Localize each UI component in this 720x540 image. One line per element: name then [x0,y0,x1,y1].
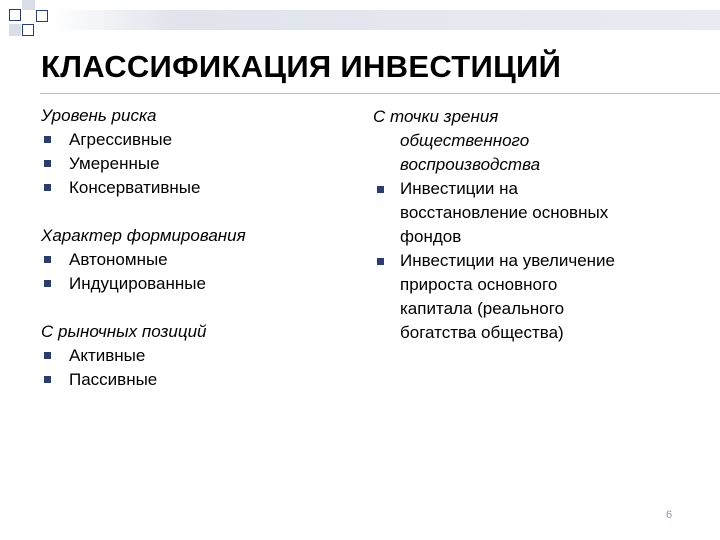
decor-square-bottom-mid [22,24,34,36]
decor-square-bottom-left [9,24,21,36]
square-bullet-icon [44,256,51,263]
page-number: 6 [666,509,673,521]
square-bullet-icon [44,280,51,287]
decor-square-top-right [36,10,48,22]
left-column [41,104,351,416]
square-bullet-icon [377,258,384,265]
group-heading: Характер формирования [41,226,246,245]
square-bullet-icon [44,160,51,167]
list-item: Индуцированные [41,272,351,296]
header-gradient-bar [52,10,720,30]
group-heading: С рыночных позиций [41,322,207,341]
group-formation-type [41,224,351,296]
square-bullet-icon [44,184,51,191]
slide-title: КЛАССИФИКАЦИЯ ИНВЕСТИЦИЙ [41,49,562,84]
list-item: Умеренные [41,152,351,176]
list-item: Инвестиции на увеличение прироста основного капитала (реального богатства общества) [373,249,703,345]
group-heading-reproduction: С точки зрения общественного воспроизводства [373,107,541,174]
decor-square-top-left [9,9,21,21]
right-column [373,105,703,345]
square-bullet-icon [44,376,51,383]
list-item: Инвестиции на восстановление основных фондов [373,177,703,249]
group-heading: Уровень риска [41,106,157,125]
group-market-position [41,320,351,392]
square-bullet-icon [377,186,384,193]
square-bullet-icon [44,136,51,143]
list-item: Пассивные [41,368,351,392]
group-risk-level [41,104,351,200]
list-item: Автономные [41,248,351,272]
title-divider [40,93,720,94]
square-bullet-icon [44,352,51,359]
list-item: Активные [41,344,351,368]
decor-square-top-mid [22,0,35,10]
list-item: Агрессивные [41,128,351,152]
list-item: Консервативные [41,176,351,200]
